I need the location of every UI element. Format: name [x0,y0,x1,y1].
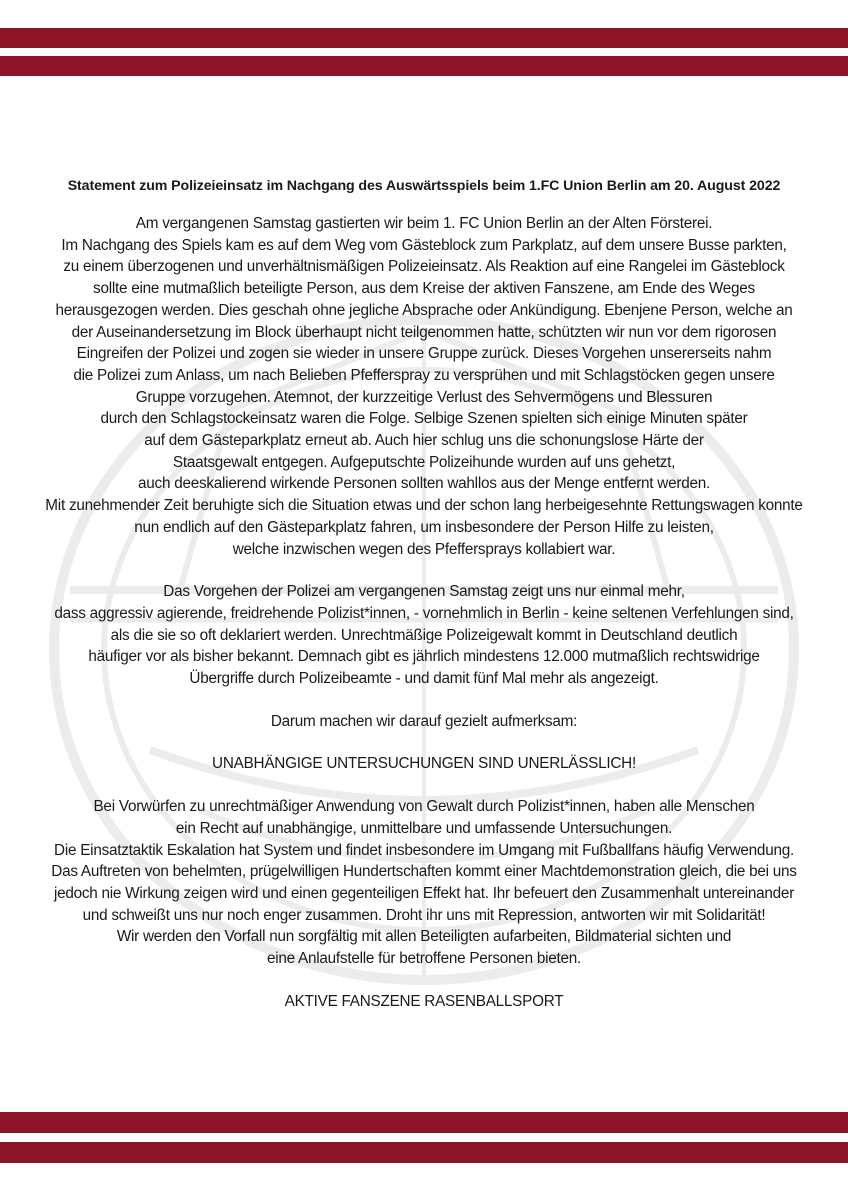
text-line: auf dem Gästeparkplatz erneut ab. Auch hier schlug uns die schonungslose Härte der [144,432,704,450]
text-line: Am vergangenen Samstag gastierten wir beim 1. FC Union Berlin an der Alten Försterei. [135,215,713,232]
callout-text: Darum machen wir darauf gezielt aufmerksam: [270,712,578,730]
text-line: die Polizei zum Anlass, um nach Belieben Pfefferspray zu versprühen und mit Schlagstöcken gegen unsere [73,366,775,384]
text-line: Bei Vorwürfen zu unrechtmäßiger Anwendung von Gewalt durch Polizist*innen, haben alle Menschen [93,798,755,816]
text-line: Die Einsatztaktik Eskalation hat System und findet insbesondere im Umgang mit Fußballfans häufig Verwendung. [54,841,794,859]
text-line: Im Nachgang des Spiels kam es auf dem Weg vom Gästeblock zum Parkplatz, auf dem unsere Busse parkten, [61,236,787,254]
text-line: Das Auftreten von behelmten, prügelwilligen Hundertschaften kommt einer Machtdemonstration gleich, die bei uns [51,863,797,881]
bottom-stripe-1 [0,1112,848,1133]
text-line: Staatsgewalt entgegen. Aufgeputschte Polizeihunde wurden auf uns gehetzt, [172,453,676,471]
text-line: Übergriffe durch Polizeibeamte - und damit fünf Mal mehr als angezeigt. [189,670,659,688]
spacer [0,690,848,711]
paragraph-context [0,581,848,690]
text-line: zu einem überzogenen und unverhältnismäßigen Polizeieinsatz. Als Reaktion auf eine Rangelei im Gästeblock [63,258,785,276]
spacer [0,560,848,581]
signature-paragraph [0,991,848,1013]
headline-paragraph [0,753,848,775]
spacer [0,970,848,991]
text-line: sollte eine mutmaßlich beteiligte Person, aus dem Kreise der aktiven Fanszene, am Ende des Weges [93,280,755,298]
text-line: auch deeskalierend wirkende Personen sollten wahllos aus der Menge entfernt werden. [138,475,710,493]
text-line: als die sie so oft deklariert werden. Unrechtmäßige Polizeigewalt kommt in Deutschland deutlich [110,626,738,644]
callout-paragraph [0,711,848,733]
text-line: Gruppe vorzugehen. Atemnot, der kurzzeitige Verlust des Sehvermögens und Blessuren [135,388,713,406]
text-line: Mit zunehmender Zeit beruhigte sich die Situation etwas und der schon lang herbeigesehnte Rettungswagen konnte [45,497,803,515]
headline-text: UNABHÄNGIGE UNTERSUCHUNGEN SIND UNERLÄSSLICH! [212,755,636,773]
signature-text: AKTIVE FANSZENE RASENBALLSPORT [284,992,564,1010]
text-line: Das Vorgehen der Polizei am vergangenen Samstag zeigt uns nur einmal mehr, [163,583,685,601]
text-line: Wir werden den Vorfall nun sorgfältig mit allen Beteiligten aufarbeiten, Bildmaterial sichten und [116,928,732,946]
text-line: und schweißt uns nur noch enger zusammen. Droht ihr uns mit Repression, antworten wir mit Solidarität! [82,906,766,924]
text-line: jedoch nie Wirkung zeigen wird und einen gegenteiligen Effekt hat. Ihr befeuert den Zusammenhalt untereinander [53,884,795,902]
text-line: nun endlich auf den Gästeparkplatz fahren, um insbesondere der Person Hilfe zu leisten, [134,518,714,536]
text-line: eine Anlaufstelle für betroffene Personen bieten. [266,950,582,968]
text-line: durch den Schlagstockeinsatz waren die Folge. Selbige Szenen spielten sich einige Minuten später [100,410,748,428]
top-stripe-1 [0,28,848,48]
statement-document [0,176,848,1013]
text-line: herausgezogen werden. Dies geschah ohne jegliche Absprache oder Ankündigung. Ebenjene Person, welche an [55,301,793,319]
text-line: Eingreifen der Polizei und zogen sie wieder in unsere Gruppe zurück. Dieses Vorgehen unsererseits nahm [76,345,772,363]
text-line: häufiger vor als bisher bekannt. Demnach gibt es jährlich mindestens 12.000 mutmaßlich rechtswidrige [88,648,760,666]
paragraph-demands [0,796,848,970]
spacer [0,732,848,753]
spacer [0,775,848,796]
paragraph-incident [0,213,848,560]
text-line: welche inzwischen wegen des Pfeffersprays kollabiert war. [232,540,616,558]
text-line: dass aggressiv agierende, freidrehende Polizist*innen, - vornehmlich in Berlin - keine seltenen Verfehlungen sind, [54,604,794,622]
text-line: der Auseinandersetzung im Block überhaupt nicht teilgenommen hatte, schützten wir nun vor dem rigorosen [71,323,777,341]
text-line: ein Recht auf unabhängige, unmittelbare und umfassende Untersuchungen. [175,819,673,837]
top-stripe-2 [0,56,848,76]
bottom-stripe-2 [0,1142,848,1163]
statement-title: Statement zum Polizeieinsatz im Nachgang des Auswärtsspiels beim 1.FC Union Berlin am 20. August 2022 [67,178,781,194]
